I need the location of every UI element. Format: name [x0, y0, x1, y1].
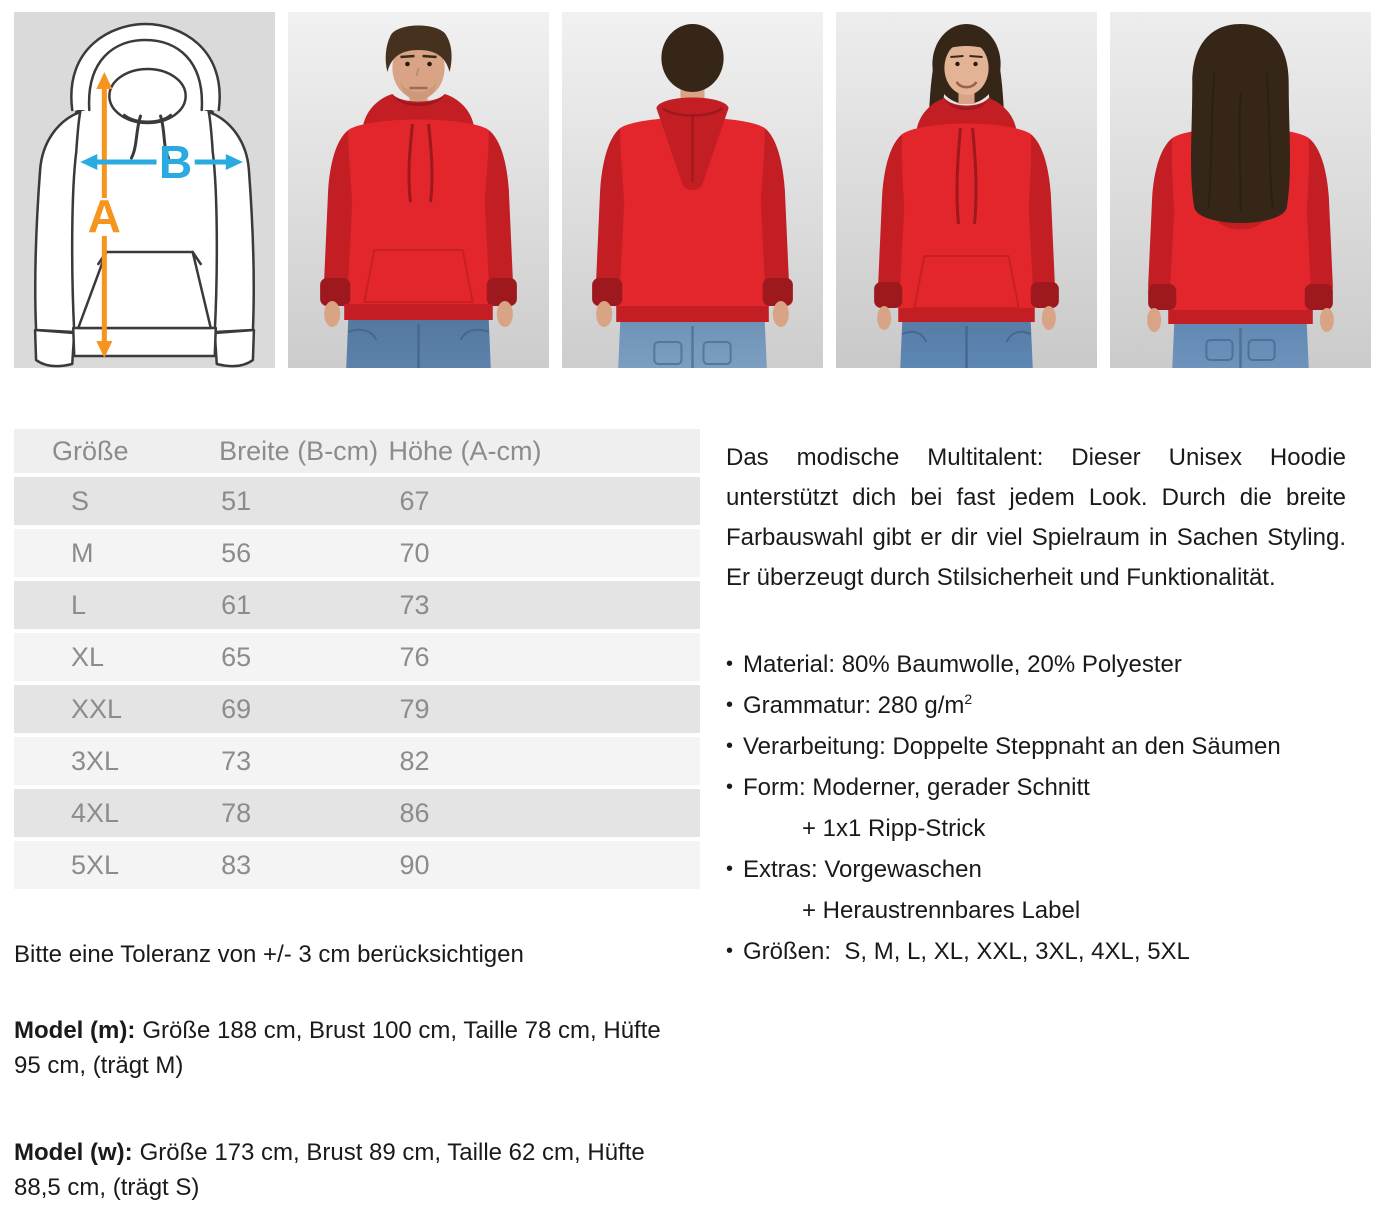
feature-form — [726, 767, 1346, 808]
breite-cell: 78 — [218, 789, 387, 837]
column-header-breite: Breite (B-cm) — [218, 429, 387, 473]
product-description: Das modische Multitalent: Dieser Unisex Hoodie unterstützt dich bei fast jedem Look. Durch die breite Farbauswahl gibt er dir viel Spielraum in Sachen Styling. Er überzeugt durch Stilsicherheit und Funktionalität. — [726, 444, 1346, 591]
model-w-info — [14, 1135, 694, 1205]
breite-cell: 83 — [218, 841, 387, 889]
model-m-info — [14, 1013, 694, 1083]
size-cell: 4XL — [14, 789, 218, 837]
size-table-header-row — [14, 429, 700, 473]
hoehe-cell: 86 — [388, 789, 701, 837]
feature-text: + 1x1 Ripp-Strick — [802, 815, 986, 842]
size-cell: L — [14, 581, 218, 629]
feature-extras — [726, 849, 1346, 890]
measure-label-b: B — [158, 136, 193, 188]
size-diagram-illustration — [14, 12, 275, 368]
tolerance-note: Bitte eine Toleranz von +/- 3 cm berücksichtigen — [14, 941, 524, 968]
hoehe-cell: 70 — [388, 529, 701, 577]
breite-cell: 51 — [218, 477, 387, 525]
breite-cell: 56 — [218, 529, 387, 577]
size-cell: S — [14, 477, 218, 525]
male-model-front-illustration — [288, 12, 549, 368]
size-table — [14, 425, 700, 893]
product-image-gallery — [0, 0, 1400, 368]
size-row-xxl — [14, 685, 700, 733]
male-model-back-illustration — [562, 12, 823, 368]
size-row-5xl — [14, 841, 700, 889]
female-model-front-illustration — [836, 12, 1097, 368]
feature-verarbeitung — [726, 726, 1346, 767]
size-row-xl — [14, 633, 700, 681]
model-m-label: Model (m): — [14, 1017, 136, 1044]
male-model-front-image[interactable] — [288, 12, 549, 368]
size-cell: XXL — [14, 685, 218, 733]
female-model-front-image[interactable] — [836, 12, 1097, 368]
hoehe-cell: 76 — [388, 633, 701, 681]
details-columns — [0, 425, 1400, 1205]
male-model-back-image[interactable] — [562, 12, 823, 368]
feature-label — [726, 890, 1346, 931]
column-header-groesse: Größe — [14, 429, 218, 473]
model-w-label: Model (w): — [14, 1139, 133, 1166]
hoehe-cell: 79 — [388, 685, 701, 733]
description-column — [726, 425, 1346, 972]
breite-cell: 65 — [218, 633, 387, 681]
size-row-s — [14, 477, 700, 525]
feature-material — [726, 644, 1346, 685]
size-cell: 3XL — [14, 737, 218, 785]
feature-text: Verarbeitung: Doppelte Steppnaht an den Säumen — [743, 733, 1281, 760]
feature-grammatur — [726, 685, 1346, 726]
size-diagram-image[interactable] — [14, 12, 275, 368]
feature-text: Material: 80% Baumwolle, 20% Polyester — [743, 651, 1182, 678]
breite-cell: 73 — [218, 737, 387, 785]
superscript-two: 2 — [964, 691, 973, 707]
size-row-m — [14, 529, 700, 577]
product-feature-list — [726, 644, 1346, 972]
model-w-details: Größe 173 cm, Brust 89 cm, Taille 62 cm, Hüfte 88,5 cm, (trägt S) — [14, 1139, 645, 1201]
breite-cell: 69 — [218, 685, 387, 733]
feature-text: Grammatur: 280 g/m — [743, 692, 965, 719]
size-row-3xl — [14, 737, 700, 785]
hoehe-cell: 90 — [388, 841, 701, 889]
size-info-column — [14, 425, 700, 1205]
feature-text: + Heraustrennbares Label — [802, 897, 1081, 924]
size-cell: M — [14, 529, 218, 577]
feature-groessen — [726, 931, 1346, 972]
breite-cell: 61 — [218, 581, 387, 629]
model-m-details: Größe 188 cm, Brust 100 cm, Taille 78 cm, Hüfte 95 cm, (trägt M) — [14, 1017, 661, 1079]
size-cell: 5XL — [14, 841, 218, 889]
female-model-back-image[interactable] — [1110, 12, 1371, 368]
measure-label-a: A — [87, 190, 122, 242]
hoehe-cell: 82 — [388, 737, 701, 785]
size-row-l — [14, 581, 700, 629]
feature-text: Größen: S, M, L, XL, XXL, 3XL, 4XL, 5XL — [743, 938, 1190, 965]
size-row-4xl — [14, 789, 700, 837]
feature-text: Form: Moderner, gerader Schnitt — [743, 774, 1090, 801]
column-header-hoehe: Höhe (A-cm) — [388, 429, 701, 473]
female-model-back-illustration — [1110, 12, 1371, 368]
hoehe-cell: 73 — [388, 581, 701, 629]
feature-text: Extras: Vorgewaschen — [743, 856, 982, 883]
feature-ripp-strick — [726, 808, 1346, 849]
size-cell: XL — [14, 633, 218, 681]
hoehe-cell: 67 — [388, 477, 701, 525]
